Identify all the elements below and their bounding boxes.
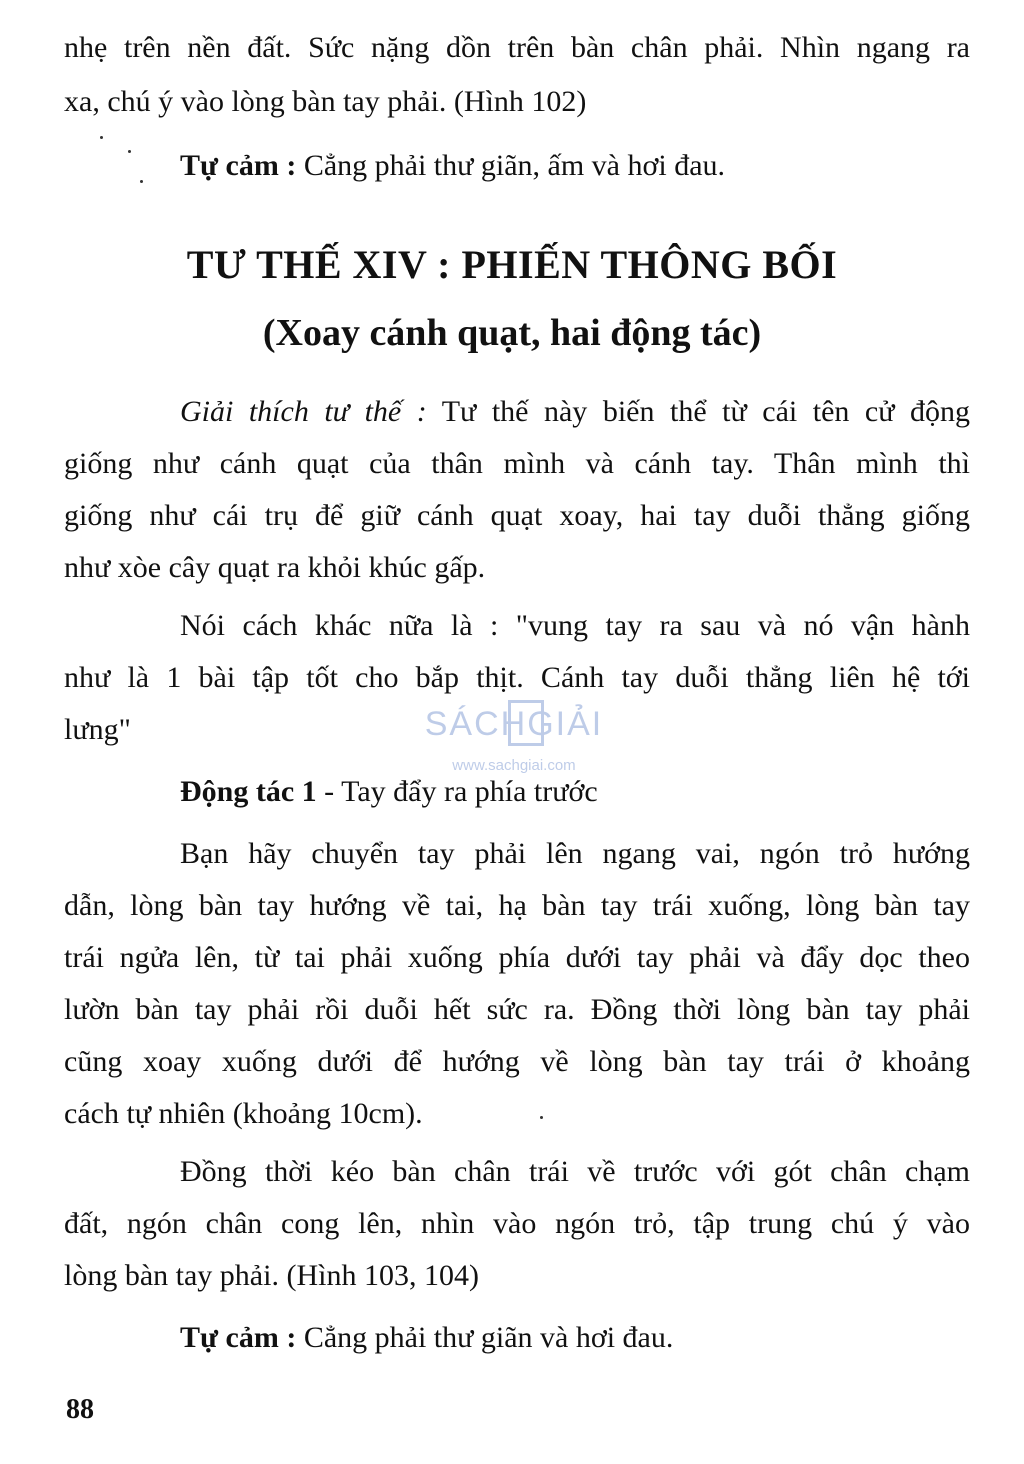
feet-line-1: Đồng thời kéo bàn chân trái về trước với gót chân chạm	[180, 1155, 970, 1188]
scan-speck	[100, 136, 103, 139]
explanation-text: Tư thế này biến thể từ cái tên cử động	[441, 395, 970, 428]
tu-cam-paragraph-1	[180, 146, 970, 186]
tu-cam-paragraph-2	[180, 1318, 970, 1358]
movement-body-line-3: trái ngửa lên, từ tai phải xuống phía dưới tay phải và đẩy dọc theo	[64, 941, 970, 974]
explanation-line-1	[180, 392, 970, 432]
explanation-label: Giải thích tư thế :	[180, 395, 427, 428]
movement-title: - Tay đẩy ra phía trước	[324, 775, 598, 808]
watermark	[408, 696, 620, 782]
tu-cam-text: Cẳng phải thư giãn, ấm và hơi đau.	[303, 149, 726, 182]
watermark-url: www.sachgiai.com	[452, 757, 576, 774]
movement-1-heading	[180, 772, 970, 812]
tu-cam-label: Tự cảm :	[180, 1321, 297, 1354]
movement-label: Động tác 1	[180, 775, 317, 808]
scan-speck	[140, 180, 143, 183]
feet-line-2: đất, ngón chân cong lên, nhìn vào ngón trỏ, tập trung chú ý vào	[64, 1207, 970, 1240]
tu-cam-text: Cẳng phải thư giãn và hơi đau.	[303, 1321, 674, 1354]
tu-cam-label: Tự cảm :	[180, 149, 297, 182]
scan-speck	[128, 150, 131, 153]
movement-body-line-1: Bạn hãy chuyển tay phải lên ngang vai, ngón trỏ hướng	[180, 837, 970, 870]
explanation-line-4: như xòe cây quạt ra khỏi khúc gấp.	[64, 551, 486, 584]
explanation-line-2: giống như cánh quạt của thân mình và cánh tay. Thân mình thì	[64, 447, 970, 480]
other-words-line-2: như là 1 bài tập tốt cho bắp thịt. Cánh tay duỗi thẳng liên hệ tới	[64, 661, 970, 694]
movement-body-line-4: lườn bàn tay phải rồi duỗi hết sức ra. Đồng thời lòng bàn tay phải	[64, 993, 970, 1026]
feet-line-3: lòng bàn tay phải. (Hình 103, 104)	[64, 1259, 479, 1292]
continuation-line-1: nhẹ trên nền đất. Sức nặng dồn trên bàn chân phải. Nhìn ngang ra	[64, 31, 970, 64]
page-number: 88	[66, 1394, 94, 1425]
movement-body-line-2: dẫn, lòng bàn tay hướng về tai, hạ bàn tay trái xuống, lòng bàn tay	[64, 889, 970, 922]
section-subtitle: (Xoay cánh quạt, hai động tác)	[262, 312, 762, 354]
movement-body-line-5: cũng xoay xuống dưới để hướng về lòng bàn tay trái ở khoảng	[64, 1045, 970, 1078]
explanation-line-3: giống như cái trụ để giữ cánh quạt xoay, hai tay duỗi thẳng giống	[64, 499, 970, 532]
other-words-line-3: lưng"	[64, 713, 131, 746]
section-title: TƯ THẾ XIV : PHIẾN THÔNG BỐI	[186, 242, 838, 287]
other-words-line-1: Nói cách khác nữa là : "vung tay ra sau và nó vận hành	[180, 609, 970, 642]
watermark-brand: SÁCHGIẢI	[424, 705, 604, 743]
continuation-line-2: xa, chú ý vào lòng bàn tay phải. (Hình 102)	[64, 85, 587, 118]
movement-body-line-6: cách tự nhiên (khoảng 10cm).	[64, 1097, 423, 1130]
